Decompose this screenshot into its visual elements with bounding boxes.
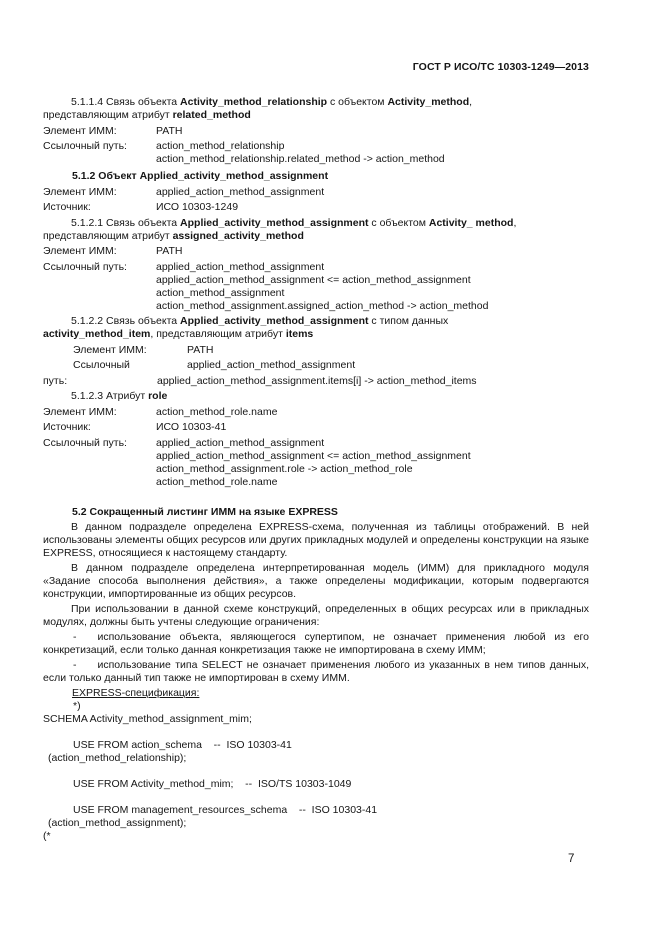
field-values bbox=[156, 406, 589, 419]
field-label: Ссылочный путь: bbox=[43, 140, 127, 152]
field-value-line: action_method_relationship.related_method -> action_method bbox=[156, 153, 445, 165]
text-run: , bbox=[469, 96, 473, 108]
entity-name-bold: activity_method_item bbox=[43, 328, 151, 340]
text-run: , bbox=[513, 216, 517, 229]
field-values bbox=[156, 245, 589, 258]
clause-52-paragraph-1 bbox=[43, 521, 589, 560]
field-value-line: applied_action_method_assignment bbox=[187, 359, 356, 371]
field-label: Ссылочный путь: bbox=[43, 436, 127, 449]
express-code-line: USE FROM Activity_method_mim; -- ISO/TS 10303-1049 bbox=[73, 777, 352, 790]
express-code-line: USE FROM action_schema -- ISO 10303-41 bbox=[73, 738, 292, 751]
text-run: представляющим атрибут bbox=[43, 109, 173, 121]
document-body bbox=[43, 94, 589, 843]
restriction-list-item-1 bbox=[43, 631, 589, 657]
field-row bbox=[43, 186, 589, 199]
express-code-line: EXPRESS-спецификация: bbox=[72, 686, 200, 699]
field-values bbox=[156, 186, 589, 199]
field-value-line: PATH bbox=[156, 124, 183, 137]
text-run: использование объекта, являющегося супертипом, не означает применения любой из его конкретизаций, если только данная конкретизация также не импортирована в схему ИММ; bbox=[43, 630, 589, 656]
field-value-line: applied_action_method_assignment.items[i] -> action_method_items bbox=[157, 374, 477, 387]
entity-name-bold: Applied_activity_method_assignment bbox=[180, 315, 369, 327]
field-row bbox=[43, 359, 589, 372]
field-row bbox=[43, 437, 589, 489]
entity-name-bold: Applied_activity_method_assignment bbox=[180, 216, 369, 229]
clause-5122-paragraph bbox=[43, 315, 589, 341]
field-values bbox=[156, 201, 589, 214]
field-value-line: action_method_role.name bbox=[156, 475, 278, 488]
field-row bbox=[43, 140, 589, 166]
field-value-line: action_method_assignment.assigned_action_method -> action_method bbox=[156, 299, 489, 312]
blank-line bbox=[43, 726, 589, 739]
text-run: - bbox=[73, 630, 77, 643]
entity-name-bold: Activity_ method bbox=[428, 216, 514, 229]
blank-line bbox=[43, 791, 589, 804]
field-value-line: action_method_assignment.role -> action_method_role bbox=[156, 462, 413, 475]
field-values bbox=[187, 344, 589, 357]
field-value-line: ИСО 10303-41 bbox=[156, 421, 227, 433]
field-label: Элемент ИММ: bbox=[43, 124, 117, 137]
page-number: 7 bbox=[568, 853, 575, 865]
field-label: Источник: bbox=[43, 201, 91, 213]
field-label: Ссылочный bbox=[73, 359, 130, 371]
field-label: Элемент ИММ: bbox=[43, 185, 117, 198]
clause-5123-paragraph bbox=[43, 390, 589, 403]
field-values bbox=[156, 261, 589, 313]
field-value-line: ИСО 10303-1249 bbox=[156, 201, 239, 213]
field-label: Элемент ИММ: bbox=[73, 343, 147, 356]
express-code-line: (* bbox=[43, 829, 51, 842]
section-heading: 5.1.2 Объект Applied_activity_method_assignment bbox=[72, 170, 329, 182]
clause-5114-paragraph bbox=[43, 96, 589, 122]
field-row bbox=[43, 201, 589, 214]
text-run: 5.1.2.2 Связь объекта bbox=[71, 315, 181, 327]
document-header-title: ГОСТ Р ИСО/ТС 10303-1249—2013 bbox=[412, 61, 589, 73]
text-run: - bbox=[73, 658, 77, 671]
text-run: При использовании в данной схеме конструкций, определенных в общих ресурсах или в прикладных модулях, должны быть учтены следующие ограничения: bbox=[43, 602, 589, 628]
field-value-line: action_method_relationship bbox=[156, 140, 285, 152]
text-run: В данном подразделе определена интерпретированная модель (ИММ) для прикладного модуля «Задание способа выполнения действия», а также определены модификации, которым подвергаются конструкции, импортированные из общих ресурсов. bbox=[43, 561, 589, 600]
text-run: 5.1.2.1 Связь объекта bbox=[71, 216, 181, 229]
express-code-line: *) bbox=[73, 699, 81, 712]
express-code-line: (action_method_assignment); bbox=[48, 816, 187, 829]
field-value-line: applied_action_method_assignment <= action_method_assignment bbox=[156, 449, 471, 462]
entity-name-bold: Activity_method bbox=[387, 96, 470, 108]
text-run: В данном подразделе определена EXPRESS-схема, полученная из таблицы отображений. В ней использованы элементы общих ресурсов или других прикладных модулей и определены конструкции на языке EXPRESS, относящиеся к настоящему стандарту. bbox=[43, 520, 589, 559]
text-run: представляющим атрибут bbox=[43, 229, 173, 242]
field-value-line: applied_action_method_assignment <= action_method_assignment bbox=[156, 273, 471, 286]
entity-name-bold: assigned_activity_method bbox=[172, 229, 304, 242]
text-run: с объектом bbox=[368, 216, 429, 229]
express-code-line: (action_method_relationship); bbox=[48, 751, 187, 764]
field-values bbox=[156, 437, 589, 489]
field-label: путь: bbox=[43, 374, 68, 387]
field-value-line: applied_action_method_assignment bbox=[156, 260, 325, 273]
field-values bbox=[157, 375, 589, 388]
field-label: Источник: bbox=[43, 421, 91, 433]
field-row bbox=[43, 344, 589, 357]
text-run: с типом данных bbox=[368, 315, 449, 327]
field-row bbox=[43, 125, 589, 138]
field-values bbox=[156, 421, 589, 434]
field-value-line: PATH bbox=[156, 245, 183, 257]
field-row bbox=[43, 375, 589, 388]
field-value-line: action_method_role.name bbox=[156, 405, 278, 418]
field-row bbox=[43, 421, 589, 434]
field-value-line: applied_action_method_assignment bbox=[156, 436, 325, 449]
text-run: 5.1.2.3 Атрибут bbox=[71, 390, 149, 402]
entity-name-bold: items bbox=[285, 328, 314, 340]
text-run: с объектом bbox=[327, 96, 388, 108]
field-value-line: action_method_assignment bbox=[156, 286, 285, 299]
field-row bbox=[43, 261, 589, 313]
entity-name-bold: role bbox=[148, 390, 168, 402]
field-row bbox=[43, 245, 589, 258]
field-row bbox=[43, 406, 589, 419]
field-values bbox=[156, 140, 589, 166]
text-run: использование типа SELECT не означает применения любого из указанных в нем типов данных, если только данный тип также не импортирован в схему ИММ. bbox=[43, 658, 589, 684]
clause-52-paragraph-3 bbox=[43, 603, 589, 629]
clause-52-paragraph-2 bbox=[43, 562, 589, 601]
field-values bbox=[187, 359, 589, 372]
text-run: , представляющим атрибут bbox=[150, 328, 286, 340]
field-value-line: PATH bbox=[187, 343, 214, 356]
text-run: 5.1.1.4 Связь объекта bbox=[71, 96, 181, 108]
entity-name-bold: related_method bbox=[172, 109, 251, 121]
field-value-line: applied_action_method_assignment bbox=[156, 185, 325, 198]
section-heading: 5.2 Сокращенный листинг ИММ на языке EXPRESS bbox=[72, 505, 338, 518]
field-label: Ссылочный путь: bbox=[43, 260, 127, 273]
blank-line bbox=[43, 765, 589, 778]
field-label: Элемент ИММ: bbox=[43, 245, 117, 257]
field-values bbox=[156, 125, 589, 138]
express-code-line: SCHEMA Activity_method_assignment_mim; bbox=[43, 712, 252, 725]
entity-name-bold: Activity_method_relationship bbox=[180, 96, 328, 108]
express-code-line: USE FROM management_resources_schema -- ISO 10303-41 bbox=[73, 803, 378, 816]
restriction-list-item-2 bbox=[43, 659, 589, 685]
field-label: Элемент ИММ: bbox=[43, 405, 117, 418]
clause-5121-paragraph bbox=[43, 217, 589, 243]
